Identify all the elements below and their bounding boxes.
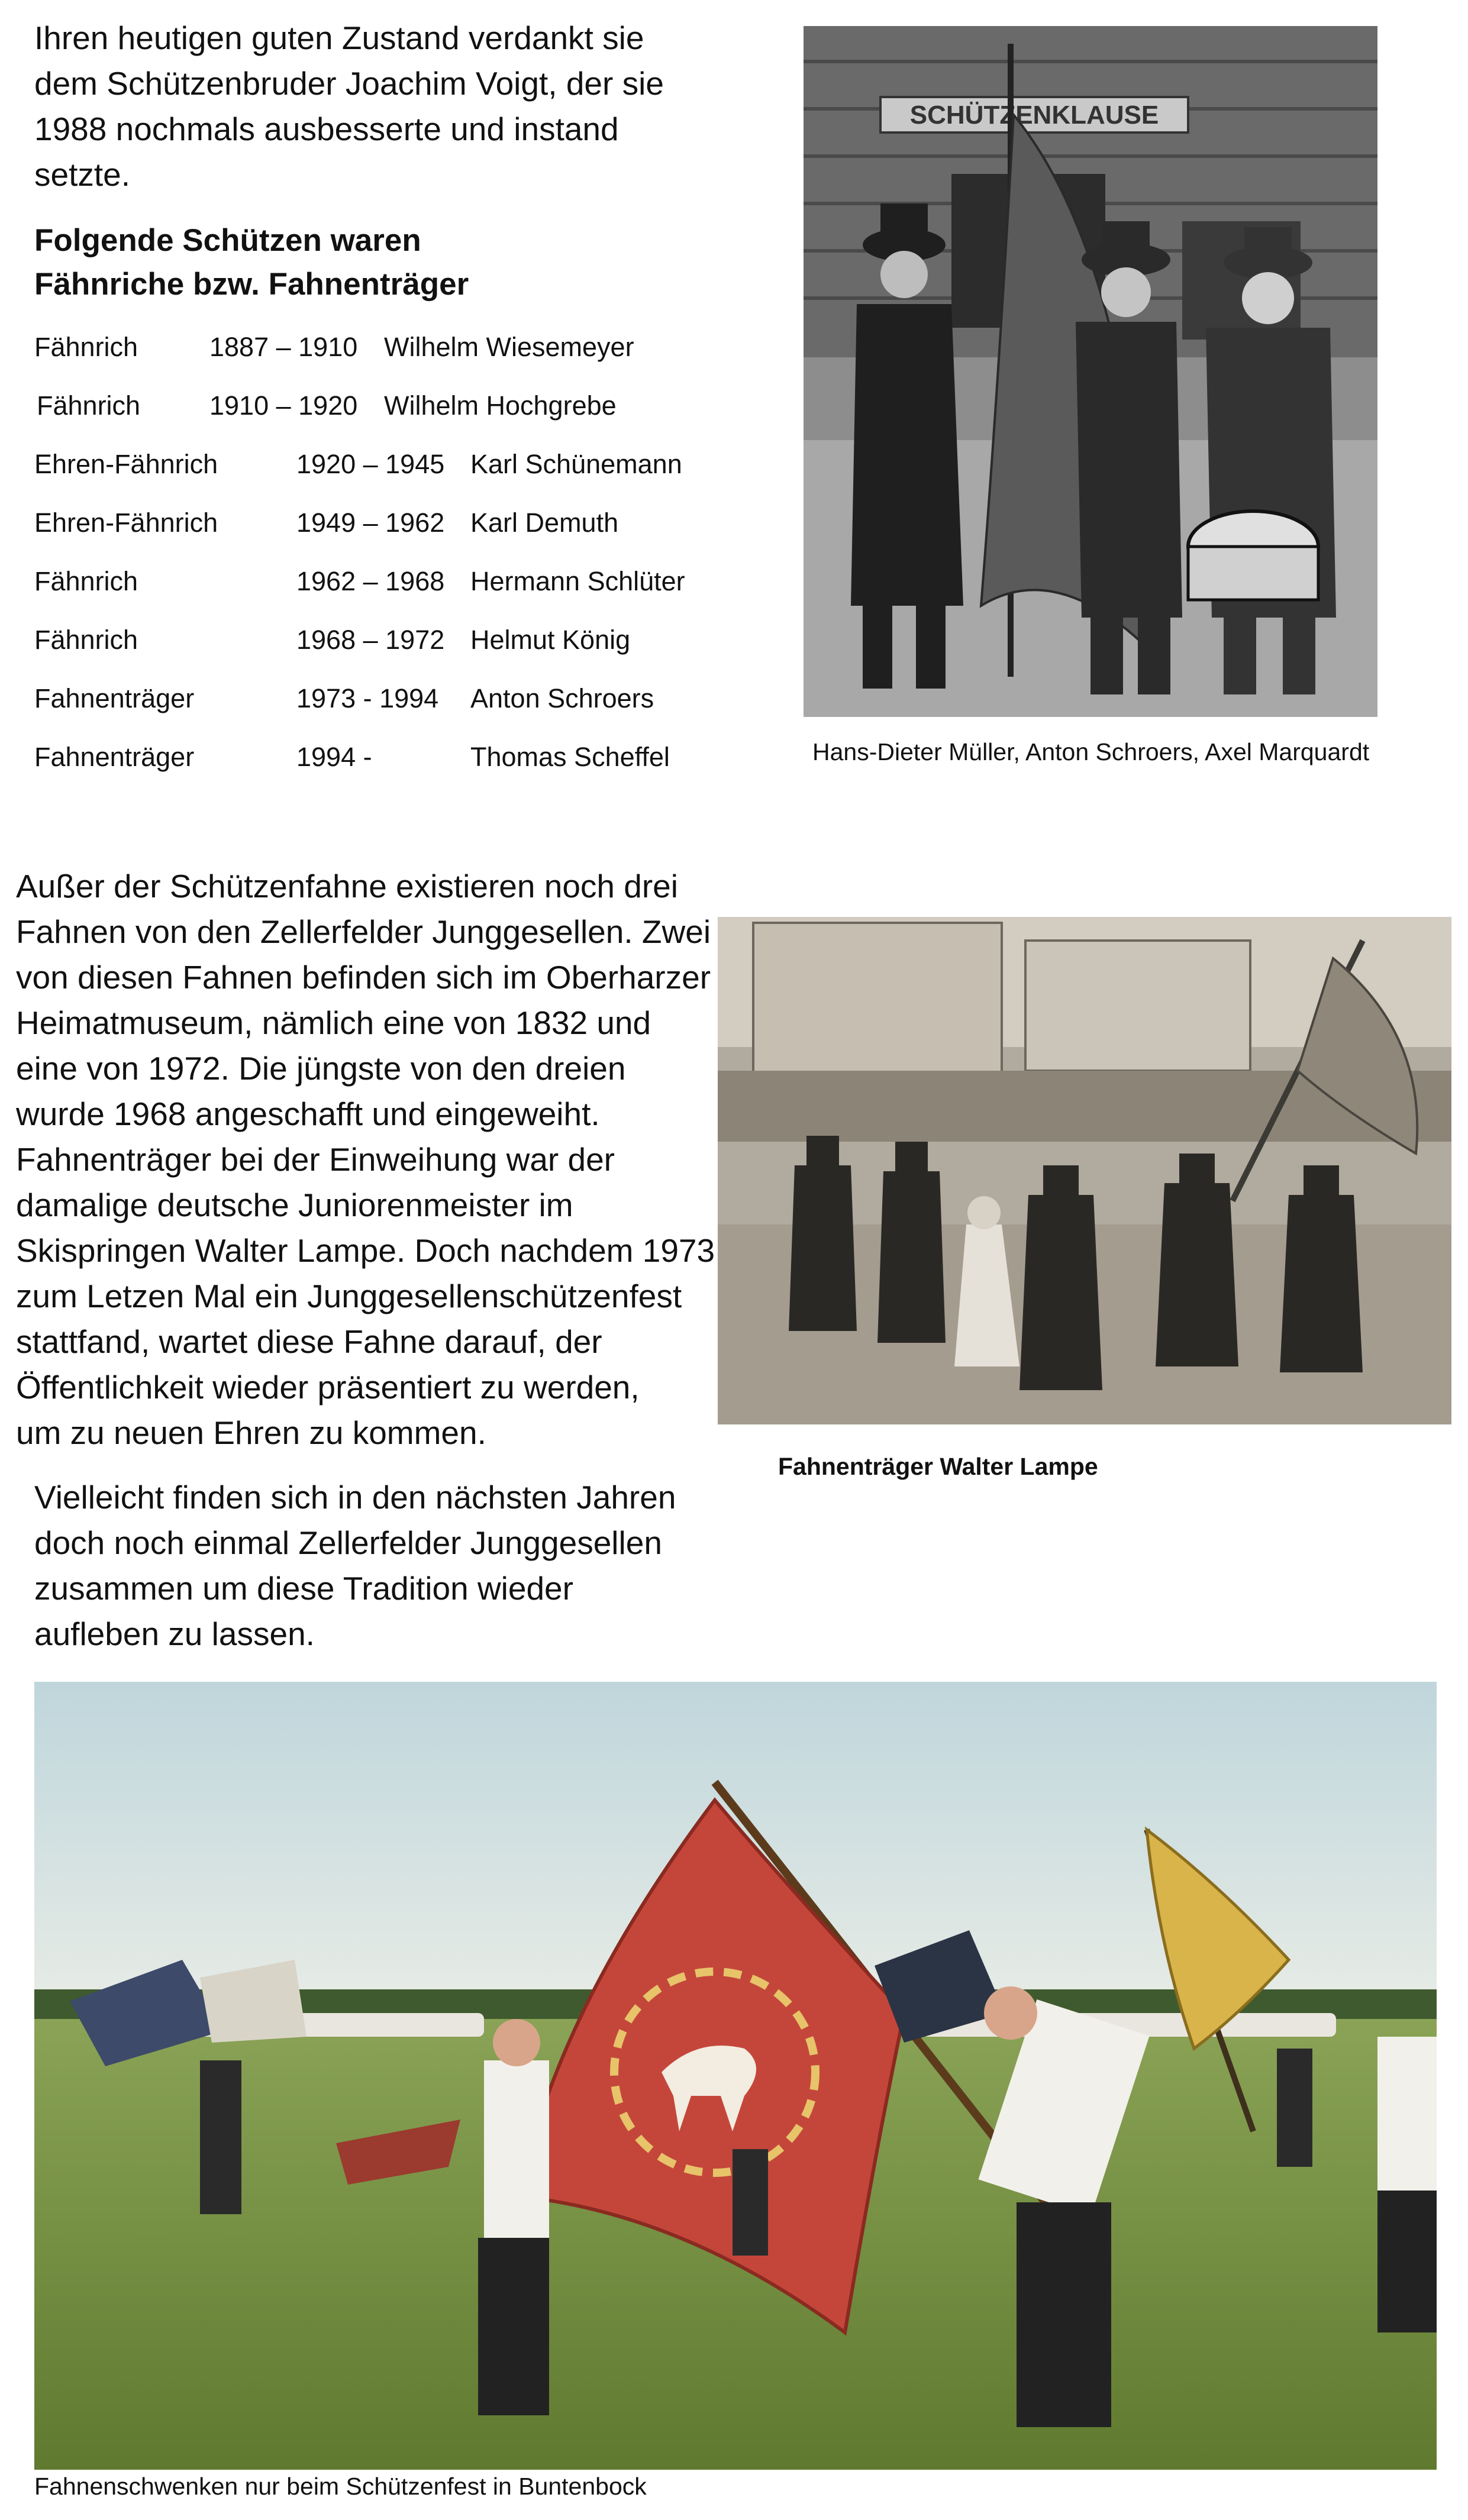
bearer-name: Karl Demuth <box>470 508 619 538</box>
bearer-years: 1973 - 1994 <box>296 683 439 713</box>
text-line: zusammen um diese Tradition wieder <box>34 1570 573 1607</box>
text-line: wurde 1968 angeschafft und eingeweiht. <box>16 1096 600 1132</box>
text-line: eine von 1972. Die jüngste von den dreien <box>16 1050 626 1087</box>
heading-line: Folgende Schützen waren <box>34 223 421 258</box>
text-line: Öffentlichkeit wieder präsentiert zu werden, <box>16 1369 640 1406</box>
intro-line: dem Schützenbruder Joachim Voigt, der sie <box>34 65 664 102</box>
text-line: zum Letzen Mal ein Junggesellenschützenfest <box>16 1278 682 1314</box>
bearer-years: 1962 – 1968 <box>296 566 445 596</box>
bearer-role: Fähnrich <box>37 390 141 421</box>
text-line: damalige deutsche Juniorenmeister im <box>16 1187 573 1223</box>
bearer-years: 1920 – 1945 <box>296 449 445 479</box>
bearer-years: 1910 – 1920 <box>209 390 358 421</box>
bearer-name: Wilhelm Hochgrebe <box>384 390 617 421</box>
bearer-role: Fähnrich <box>34 625 138 655</box>
bearer-name: Thomas Scheffel <box>470 742 670 772</box>
bearer-years: 1968 – 1972 <box>296 625 445 655</box>
bearer-role: Ehren-Fähnrich <box>34 508 218 538</box>
text-line: Fahnen von den Zellerfelder Junggesellen. Zwei <box>16 913 711 950</box>
intro-line: setzte. <box>34 156 131 193</box>
photo1-caption: Hans-Dieter Müller, Anton Schroers, Axel Marquardt <box>812 738 1370 765</box>
photo2-caption: Fahnenträger Walter Lampe <box>778 1453 1098 1480</box>
bearer-years: 1949 – 1962 <box>296 508 445 538</box>
text-line: Skispringen Walter Lampe. Doch nachdem 1973 <box>16 1232 715 1269</box>
bearer-role: Ehren-Fähnrich <box>34 449 218 479</box>
bearer-role: Fähnrich <box>34 566 138 596</box>
bearer-role: Fähnrich <box>34 332 138 362</box>
text-line: stattfand, wartet diese Fahne darauf, der <box>16 1323 602 1360</box>
bearer-name: Hermann Schlüter <box>470 566 685 596</box>
text-line: Außer der Schützenfahne existieren noch drei <box>16 868 678 904</box>
tradition-paragraph <box>34 1475 676 1657</box>
photo3-caption: Fahnenschwenken nur beim Schützenfest in Buntenbock <box>34 2473 647 2500</box>
bearer-years: 1887 – 1910 <box>209 332 358 362</box>
text-line: Heimatmuseum, nämlich eine von 1832 und <box>16 1004 651 1041</box>
photo-parade <box>718 917 1451 1424</box>
photo-fahnenschwenken <box>34 1682 1437 2470</box>
bearer-name: Wilhelm Wiesemeyer <box>384 332 634 362</box>
photo-schuetzenklause-image <box>804 26 1377 717</box>
bearers-heading <box>34 219 469 306</box>
photo-parade-image <box>718 917 1451 1424</box>
klause-sign: SCHÜTZENKLAUSE <box>909 101 1159 130</box>
photo-fahnenschwenken-image <box>34 1682 1437 2470</box>
bearer-role: Fahnenträger <box>34 742 195 772</box>
text-line: Vielleicht finden sich in den nächsten Jahren <box>34 1479 676 1516</box>
bearer-years: 1994 - <box>296 742 372 772</box>
text-line: aufleben zu lassen. <box>34 1616 315 1652</box>
bearer-role: Fahnenträger <box>34 683 195 713</box>
intro-line: 1988 nochmals ausbesserte und instand <box>34 111 619 147</box>
text-line: doch noch einmal Zellerfelder Junggesellen <box>34 1524 662 1561</box>
intro-paragraph <box>34 15 664 198</box>
text-line: von diesen Fahnen befinden sich im Oberharzer <box>16 959 711 996</box>
text-line: um zu neuen Ehren zu kommen. <box>16 1414 486 1451</box>
heading-line: Fähnriche bzw. Fahnenträger <box>34 267 469 302</box>
text-line: Fahnenträger bei der Einweihung war der <box>16 1141 615 1178</box>
intro-line: Ihren heutigen guten Zustand verdankt sie <box>34 20 644 56</box>
bearer-name: Karl Schünemann <box>470 449 682 479</box>
bearer-name: Anton Schroers <box>470 683 654 713</box>
bearer-name: Helmut König <box>470 625 631 655</box>
junggesellen-paragraph <box>16 864 715 1456</box>
photo-schuetzenklause <box>804 26 1377 717</box>
